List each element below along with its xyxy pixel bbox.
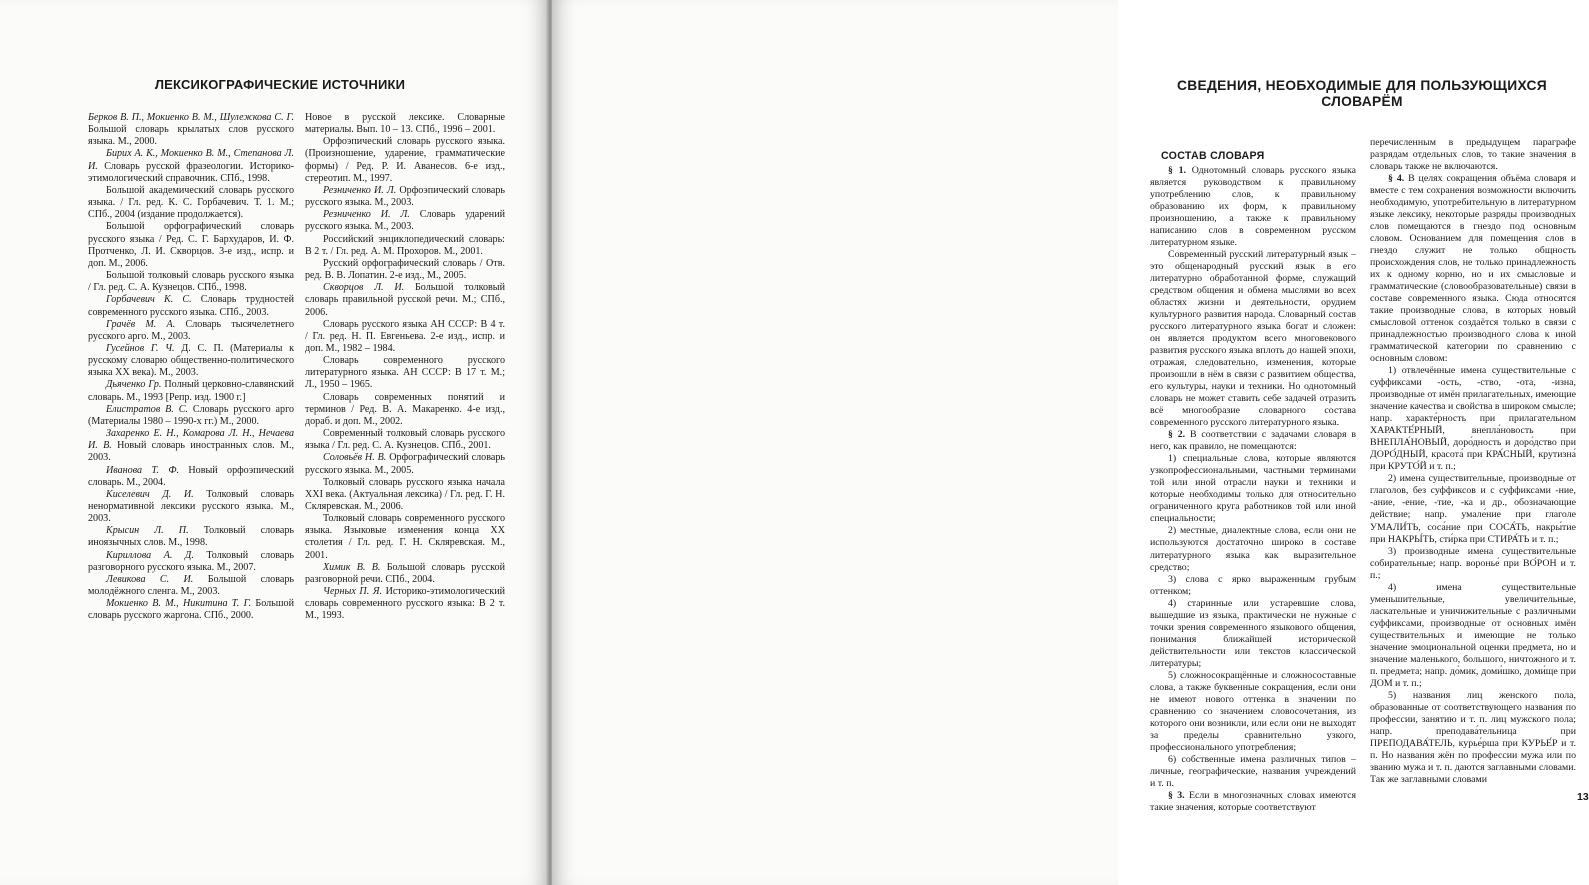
entry-author: Скворцов Л. И. [323, 282, 405, 294]
bibliography-entry [88, 404, 294, 428]
bibliography-entry [305, 282, 505, 318]
page-title: ЛЕКСИКОГРАФИЧЕСКИЕ ИСТОЧНИКИ [154, 77, 406, 92]
entry-author: Черных П. Я. [323, 586, 382, 598]
paragraph-text: 1) специальные слова, которые являются узкопрофессиональными, частными терминами той или иной отрасли науки и техники и которые необходимы только для относительно ограниченного круга работников той или иной специальности; [1150, 453, 1356, 525]
paragraph [1150, 525, 1356, 573]
entry-author: Крысин Л. П. [106, 525, 189, 537]
paragraph [1150, 429, 1356, 453]
entry-text: Толковый словарь иноязычных слов. М., 1998. [88, 525, 294, 549]
entry-text: Большой орфографический словарь русского языка / Ред. С. Г. Бархударов, И. Ф. Протченко, Л. И. Скворцов. 3-е изд., испр. и доп. М., 2006. [88, 221, 294, 269]
bibliography-entry [305, 355, 505, 391]
paragraph-text: Если в многозначных словах имеются такие значения, которые соответствуют [1150, 789, 1356, 813]
paragraph-number: § 1. [1168, 165, 1186, 176]
entry-author: Резниченко И. Л. [323, 209, 410, 221]
entry-text: Словарь современных понятий и терминов / Ред. В. А. Макаренко. 4-е изд., дораб. и доп. М., 2002. [305, 391, 505, 427]
bibliography-entry [88, 221, 294, 270]
bibliography-entry [305, 319, 505, 355]
paragraph-text: 4) имена существительные уменьшительные, увеличительные, ласкательные и уничижительные с различными суффиксами, производные от основных имён существительных и имеющие не только значение эмоциональной оценки предмета, но и значение маленького, большого, ничтожного и т. п. предмета; напр. до́мик, доми́шко, доми́ще при ДОМ и т. п.; [1370, 581, 1576, 689]
paragraph-text: 3) слова с ярко выраженным грубым оттенком; [1150, 573, 1356, 597]
bibliography-entry [305, 234, 505, 258]
entry-author: Бирих А. К., Мокиенко В. М., Степанова Л. И. [88, 148, 294, 172]
paragraph-text: Однотомный словарь русского языка является руководством к правильному употреблению слов, к правильному образованию их форм, к правильному произношению, а также к правильному написанию слов в современном русском литературном языке. [1150, 165, 1356, 249]
entry-text: Словарь трудностей современного русского языка. СПб., 2003. [88, 294, 294, 318]
bibliography-entry [88, 112, 294, 148]
entry-text: Новый орфоэпический словарь. М., 2004. [88, 464, 294, 488]
paragraph [1370, 473, 1576, 545]
bibliography-entry [88, 428, 294, 464]
paragraph-number: § 2. [1168, 429, 1186, 441]
entry-text: Современный толковый словарь русского языка / Гл. ред. С. А. Кузнецов. СПб., 2001. [305, 428, 505, 452]
paragraph-text: 2) местные, диалектные слова, если они не используются достаточно широко в составе литературного языка как выразительное средство; [1150, 525, 1356, 573]
entry-text: Д. С. П. (Материалы к русскому словарю общественно-политического языка XX века). М., 2003. [88, 342, 295, 379]
paragraph-text: 6) собственные имена различных типов – личные, географические, названия учреждений и т. п. [1150, 753, 1356, 789]
paragraph [1150, 670, 1356, 754]
entry-text: Большой словарь русского жаргона. СПб., 2000. [88, 598, 294, 622]
bibliography-entry [305, 136, 505, 185]
bibliography-entry [305, 258, 505, 282]
entry-author: Горбачевич К. С. [106, 294, 192, 306]
bibliography-entry [88, 574, 294, 598]
entry-text: Большой словарь молодёжного сленга. М., 2003. [88, 573, 294, 598]
bibliography-entry [88, 489, 294, 525]
bibliography-entry [88, 148, 294, 184]
entry-author: Левикова С. И. [106, 573, 194, 585]
entry-author: Захаренко Е. Н., Комарова Л. Н., Нечаева И. В. [88, 428, 294, 452]
entry-text: Большой словарь крылатых слов русского языка. М., 2000. [88, 124, 294, 148]
paragraph-text: 5) сложносокращённые и сложносоставные слова, а также буквенные сокращения, если они не имеют нового оттенка в значении по сравнению со значением словосочетания, из которого они возникли, или если они не выходят за пределы сравнительно узкого, профессионального употребления; [1150, 669, 1356, 753]
entry-text: Словарь современного русского литературного языка. АН СССР: В 17 т. М.; Л., 1950 – 1965. [305, 355, 505, 391]
entry-author: Химик В. В. [323, 561, 381, 573]
paragraph [1370, 137, 1576, 173]
bibliography-entry [88, 270, 294, 294]
entry-text: Толковый словарь современного русского языка. Языковые изменения конца XX столетия / Гл. ред. Г. Н. Скляревская. М., 2001. [305, 513, 505, 561]
bibliography-entry [305, 392, 505, 428]
entry-text: Большой толковый словарь правильной русской речи. М.; СПб., 2006. [305, 282, 505, 318]
entry-text: Новый словарь иностранных слов. М., 2003. [88, 440, 294, 464]
bibliography-entry [305, 112, 505, 136]
entry-author: Дьяченко Гр. [106, 379, 162, 391]
entry-author: Грачёв М. А. [106, 318, 176, 330]
entry-text: Орфоэпический словарь русского языка. М., 2003. [305, 184, 505, 209]
bibliography-entry [305, 209, 505, 233]
entry-author: Соловьёв Н. В. [323, 452, 387, 464]
paragraph [1150, 574, 1356, 598]
paragraph-text: Современный русский литературный язык – это общенародный русский язык в его литературно обработанной форме, служащий средством общения и обмена мыслями во всех областях жизни и деятельности, орудием культурного развития народа. Словарный состав русского литературного языка богат и сложен: он является продуктом всего многовекового развития русского языка вплоть до нашей эпохи, отражая, следовательно, изменения, которые произошли в нём в связи с развитием общества, его культуры, науки и техники. Но однотомный словарь не может ставить себе задачей отразить всё многообразие словарного состава современного русского литературного языка. [1150, 249, 1356, 429]
entry-author: Кириллова А. Д. [106, 549, 194, 561]
entry-text: Орфографический словарь русского языка. М., 2005. [305, 452, 505, 476]
bibliography-entry [88, 185, 294, 221]
paragraph-number: § 4. [1388, 173, 1405, 185]
paragraph [1370, 546, 1576, 582]
right-page [552, 0, 1589, 885]
entry-text: Большой толковый словарь русского языка / Гл. ред. С. А. Кузнецов. СПб., 1998. [88, 270, 294, 294]
entry-author: Мокиенко В. М., Никитина Т. Г. [106, 598, 252, 610]
paragraph-text: 4) старинные или устаревшие слова, вышедшие из языка, практически не нужные с точки зрения современного языкового общения, понимания ближайшей исторической действительности или текстов классической литературы; [1150, 597, 1356, 669]
bibliography-entry [88, 379, 294, 403]
entry-text: Словарь тысячелетнего русского арго. М., 2003. [88, 318, 294, 342]
bibliography-entry [88, 465, 294, 489]
entry-author: Резниченко И. Л. [323, 184, 397, 196]
page-title: СВЕДЕНИЯ, НЕОБХОДИМЫЕ ДЛЯ ПОЛЬЗУЮЩИХСЯ СЛОВАРЁМ [1177, 78, 1547, 109]
text-column-2 [1370, 137, 1576, 786]
paragraph-text: 1) отвлечённые имена существительные с суффиксами -ость, -ство, -ота, -изна, производные от имён прилагательных, имеющие значение качества и свойства в широком смысле; напр. характе́рность при прилагательном ХАРАКТЕ́РНЫЙ, внепла́новость при ВНЕПЛА́НОВЫЙ, доро́дность и доро́дство при ДОРО́ДНЫЙ, красота́ при КРА́СНЫЙ, крутизна́ при КРУТО́Й и т. п.; [1370, 365, 1577, 473]
text-column-1 [1150, 165, 1356, 814]
entry-text: Толковый словарь ненормативной лексики русского языка. М., 2003. [88, 488, 294, 525]
bibliography-entry [88, 343, 294, 379]
bibliography-entry [88, 598, 294, 622]
entry-author: Елистратов В. С. [106, 403, 188, 415]
paragraph [1150, 598, 1356, 670]
bibliography-entry [88, 525, 294, 549]
bibliography-entry [305, 586, 505, 622]
bibliography-entry [305, 562, 505, 586]
entry-text: Историко-этимологический словарь современного русского языка: В 2 т. М., 1993. [305, 586, 505, 622]
paragraph-text: 3) производные имена существительные собирательные; напр. воронье́ при ВО́РОН и т. п.; [1370, 545, 1576, 581]
paragraph-text: 2) имена существительные, производные от глаголов, без суффиксов и с суффиксами -ние, -ание, -ение, -тие, -ка и др., обозначающие действие; напр. умале́ние при глаголе УМАЛИ́ТЬ, соса́ние при СОСА́ТЬ, накры́тие при НАКРЫ́ТЬ, сти́рка при СТИРА́ТЬ и т. п.; [1370, 473, 1576, 545]
bibliography-entry [305, 513, 505, 562]
bibliography-entry [88, 294, 294, 318]
entry-text: Словарь ударений русского языка. М., 2003. [305, 209, 505, 233]
paragraph [1370, 690, 1576, 786]
paragraph-text: В целях сокращения объёма словаря и вместе с тем сохранения возможности включить необходимую, употребительную в литературном языке лексику, некоторые разряды производных слов помещаются в гнездо под основным словом. Основанием для помещения слов в гнездо служит не только общность происхождения слов, не только принадлежность их к одному корню, но и их смысловые и грамматические (словообразовательные) связи в составе современного языка. Сюда относятся такие производные слова, в которых новый смысловой оттенок создаётся только в связи с принадлежностью производного слова к иной грамматической категории по сравнению с основным словом: [1370, 173, 1576, 365]
paragraph-text: 5) названия лиц женского пола, образованные от соответствующего названия по профессии, занятию и т. п. лиц мужского пола; напр. преподава́тельница при ПРЕПОДАВА́ТЕЛЬ, курье́рша при КУРЬЕ́Р и т. п. Но названия жён по профессии мужа или по званию мужа и т. п. даются заглавными словами. Так же заглавными словами [1370, 689, 1576, 785]
paragraph [1370, 173, 1576, 365]
paragraph [1150, 249, 1356, 429]
bibliography-entry [305, 185, 505, 209]
entry-text: Орфоэпический словарь русского языка. (Произношение, ударение, грамматические формы) / Ред. Р. И. Аванесов. 6-е изд., стереотип. М., 1997. [305, 136, 505, 184]
entry-text: Толковый словарь разговорного русского языка. М., 2007. [88, 549, 295, 573]
bibliography-column-1 [88, 112, 294, 623]
paragraph [1370, 582, 1576, 690]
bibliography-entry [305, 452, 505, 476]
entry-author: Киселевич Д. И. [106, 488, 194, 500]
paragraph [1150, 754, 1356, 790]
bibliography-entry [305, 477, 505, 513]
entry-text: Российский энциклопедический словарь: В 2 т. / Гл. ред. А. М. Прохоров. М., 2001. [305, 233, 505, 257]
paragraph [1150, 790, 1356, 814]
entry-text: Словарь русского арго (Материалы 1980 – 1990-х гг.) М., 2000. [88, 403, 295, 427]
entry-text: Большой академический словарь русского языка. / Гл. ред. К. С. Горбачевич. Т. 1. М.; СПб., 2004 (издание продолжается). [88, 184, 294, 221]
page-number: 13 [1577, 791, 1589, 803]
entry-text: Словарь русской фразеологии. Историко-этимологический справочник. СПб., 1998. [88, 160, 294, 184]
bibliography-column-2 [305, 112, 505, 623]
bibliography-entry [305, 428, 505, 452]
paragraph-number: § 3. [1168, 789, 1185, 801]
paragraph [1370, 365, 1576, 473]
paragraph-text: перечисленным в предыдущем параграфе разрядам отдельных слов, то такие значения в словарь также не включаются. [1370, 137, 1576, 173]
entry-text: Словарь русского языка АН СССР: В 4 т. / Гл. ред. Н. П. Евгеньева. 2-е изд., испр. и доп. М., 1982 – 1984. [305, 318, 505, 354]
entry-author: Берков В. П., Мокиенко В. М., Шулежкова С. Г. [88, 112, 294, 123]
left-page [0, 0, 548, 885]
paragraph [1150, 165, 1356, 249]
entry-text: Большой словарь русской разговорной речи. СПб., 2004. [305, 561, 505, 585]
bibliography-entry [88, 319, 294, 343]
entry-text: Толковый словарь русского языка начала XXI века. (Актуальная лексика) / Гл. ред. Г. Н. Скляревская. М., 2006. [305, 476, 505, 512]
entry-text: Новое в русской лексике. Словарные материалы. Вып. 10 – 13. СПб., 1996 – 2001. [305, 112, 505, 136]
section-heading: СОСТАВ СЛОВАРЯ [1161, 150, 1265, 162]
bibliography-entry [88, 550, 294, 574]
entry-text: Полный церковно-славянский словарь. М., 1993 [Репр. изд. 1900 г.] [88, 379, 294, 403]
entry-text: Русский орфографический словарь / Отв. ред. В. В. Лопатин. 2-е изд., М., 2005. [305, 257, 505, 282]
paragraph [1150, 453, 1356, 525]
entry-author: Иванова Т. Ф. [106, 464, 179, 476]
entry-author: Гусейнов Г. Ч. [106, 342, 175, 354]
paragraph-text: В соответствии с задачами словаря в него, как правило, не помещаются: [1150, 429, 1357, 453]
